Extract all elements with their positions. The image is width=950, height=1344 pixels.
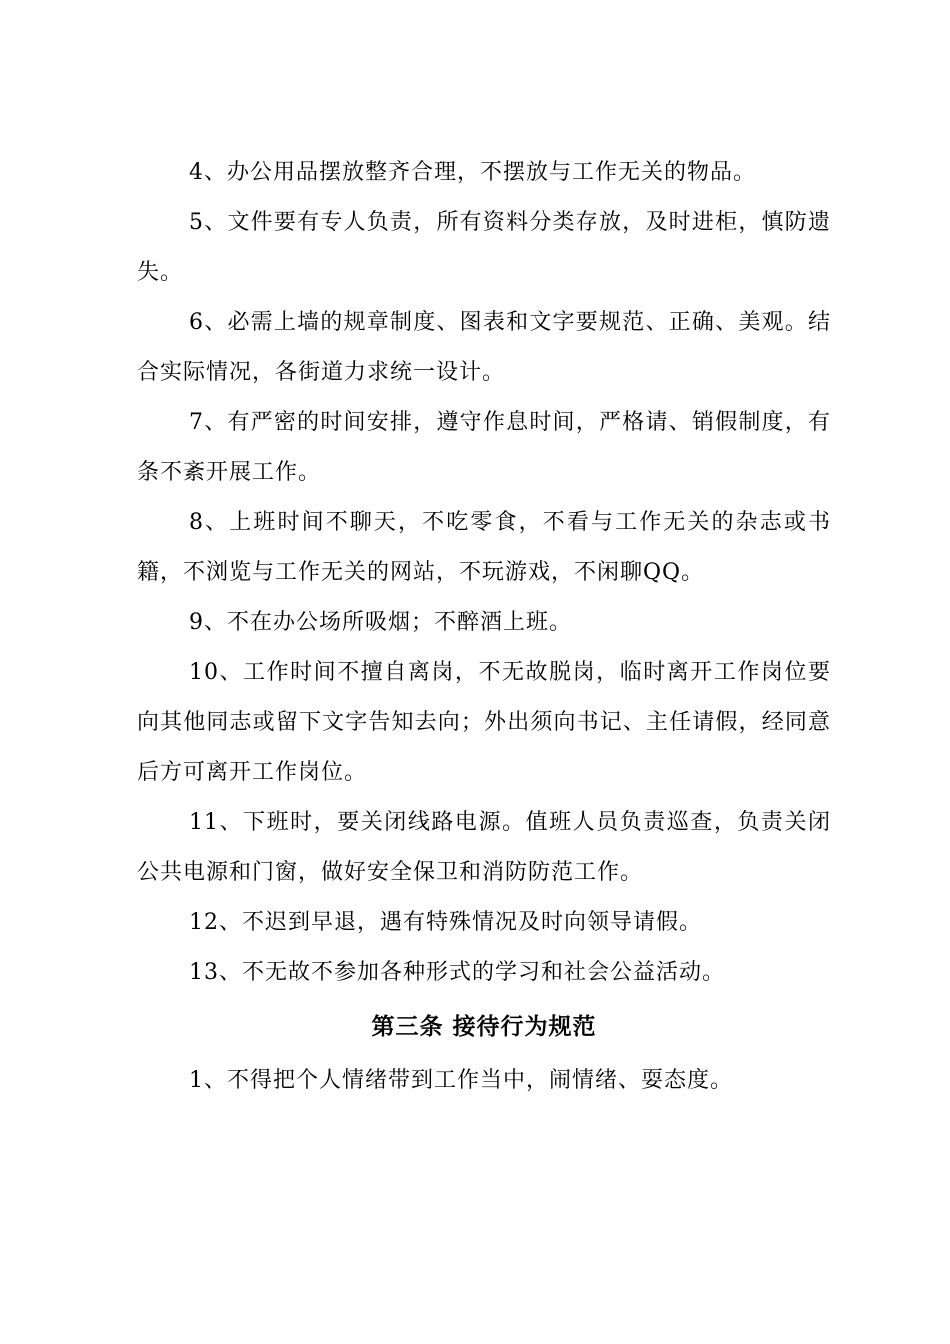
paragraph-item-4: 4、办公用品摆放整齐合理，不摆放与工作无关的物品。 [189,160,756,185]
paragraph-item-8: 8、上班时间不聊天，不吃零食，不看与工作无关的杂志或书籍，不浏览与工作无关的网站，不玩游戏，不闲聊QQ。 [137,510,831,585]
paragraph-item-7: 7、有严密的时间安排，遵守作息时间，严格请、销假制度，有条不紊开展工作。 [137,410,831,485]
paragraph-item-6: 6、必需上墙的规章制度、图表和文字要规范、正确、美观。结合实际情况，各街道力求统一设计。 [137,310,831,385]
paragraph-item-5: 5、文件要有专人负责，所有资料分类存放，及时进柜，慎防遗失。 [137,210,831,285]
paragraph-item-13: 13、不无故不参加各种形式的学习和社会公益活动。 [189,960,725,985]
paragraph-item-11: 11、下班时，要关闭线路电源。值班人员负责巡查，负责关闭公共电源和门窗，做好安全保卫和消防防范工作。 [137,810,831,885]
document-body [137,148,831,1106]
paragraph-item-12: 12、不迟到早退，遇有特殊情况及时向领导请假。 [189,910,702,935]
paragraph-item-10: 10、工作时间不擅自离岗，不无故脱岗，临时离开工作岗位要向其他同志或留下文字告知去向；外出须向书记、主任请假，经同意后方可离开工作岗位。 [137,660,831,785]
paragraph-item-1: 1、不得把个人情绪带到工作当中，闹情绪、耍态度。 [189,1068,733,1093]
section-heading: 第三条 接待行为规范 [371,1013,597,1040]
paragraph-item-9: 9、不在办公场所吸烟；不醉酒上班。 [189,610,572,635]
